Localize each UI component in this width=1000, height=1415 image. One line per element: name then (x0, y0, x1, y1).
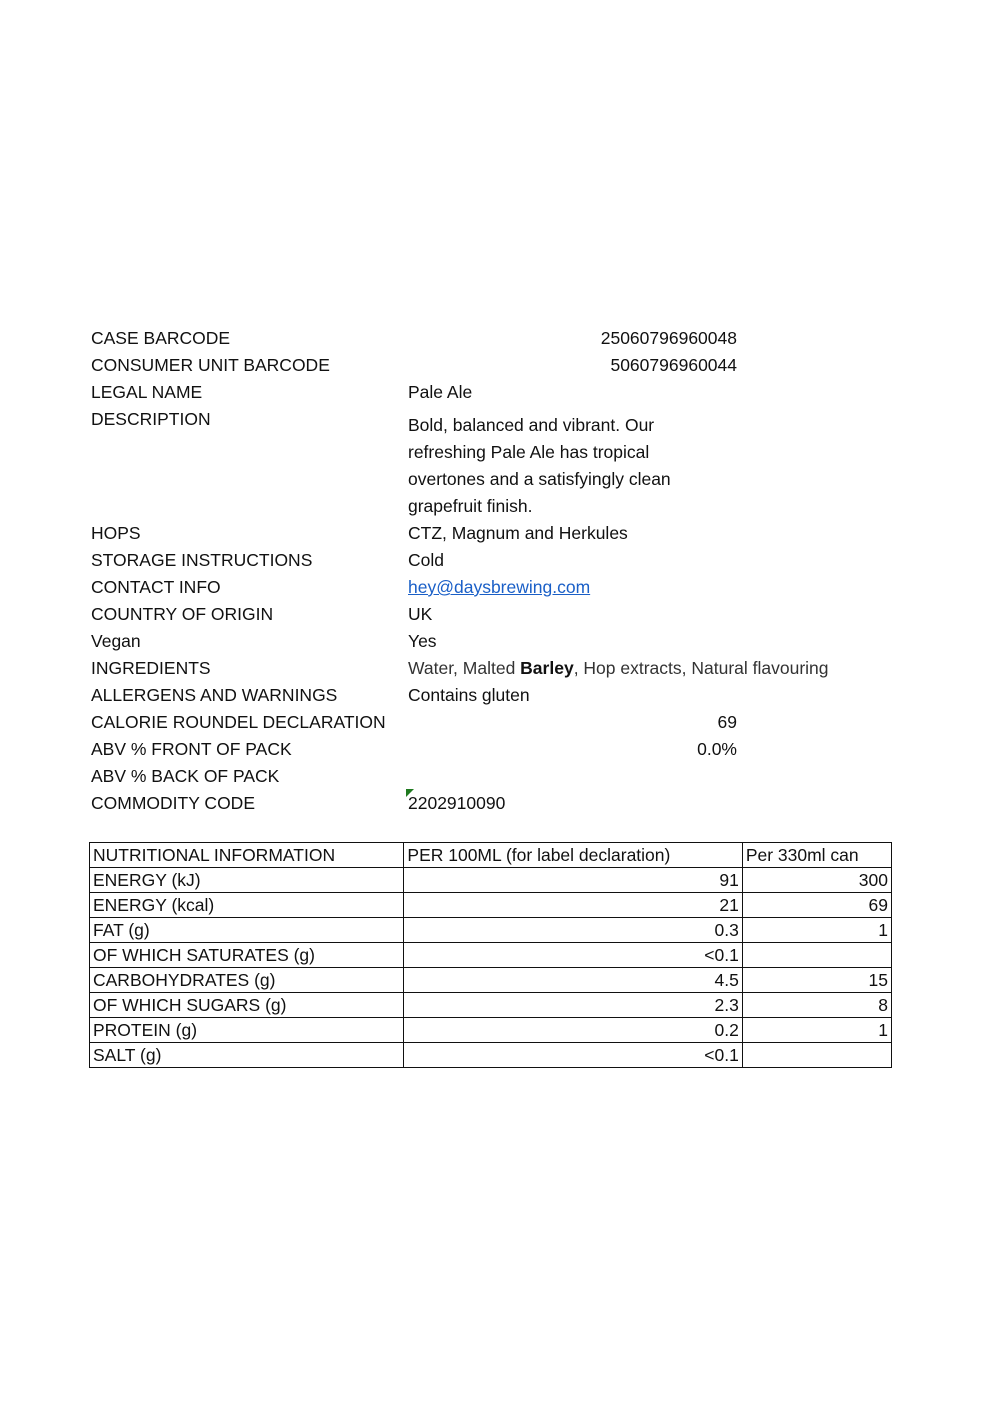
vegan-row (0, 628, 1000, 655)
storage-value: Cold (408, 550, 444, 570)
abv-front-row (0, 736, 1000, 763)
description-line: refreshing Pale Ale has tropical (408, 442, 650, 462)
abv-back-row (0, 763, 1000, 790)
hops-value: CTZ, Magnum and Herkules (408, 523, 628, 543)
origin-value: UK (408, 604, 433, 624)
allergens-row (0, 682, 1000, 709)
consumer-barcode-value: 5060796960044 (610, 355, 737, 375)
commodity-label: COMMODITY CODE (91, 793, 255, 813)
abv-back-label: ABV % BACK OF PACK (91, 766, 280, 786)
description-line: Bold, balanced and vibrant. Our (408, 415, 655, 435)
commodity-value: 2202910090 (408, 793, 506, 813)
nutrient-name: ENERGY (kcal) (90, 893, 404, 918)
table-row (90, 943, 892, 968)
legal-name-value: Pale Ale (408, 382, 473, 402)
per-can-header: Per 330ml can (742, 843, 891, 868)
origin-row (0, 601, 1000, 628)
case-barcode-row (0, 325, 1000, 352)
table-row (90, 993, 892, 1018)
hops-row (0, 520, 1000, 547)
nutrition-header: NUTRITIONAL INFORMATION (90, 843, 404, 868)
nutrient-name: SALT (g) (90, 1043, 404, 1068)
nutrition-header-row (90, 843, 892, 868)
per-can-value: 1 (742, 918, 891, 943)
vegan-value: Yes (408, 631, 437, 651)
nutrient-name: ENERGY (kJ) (90, 868, 404, 893)
storage-row (0, 547, 1000, 574)
hops-label: HOPS (91, 523, 141, 543)
calorie-value: 69 (717, 712, 737, 732)
abv-front-value: 0.0% (697, 739, 737, 759)
nutrient-name: OF WHICH SUGARS (g) (90, 993, 404, 1018)
table-row (90, 968, 892, 993)
ingredients-value (408, 655, 829, 682)
contact-row (0, 574, 1000, 601)
nutrition-table (89, 842, 892, 1068)
per-100ml-value: <0.1 (404, 943, 742, 968)
per-can-value: 1 (742, 1018, 891, 1043)
per-can-value (742, 943, 891, 968)
table-row (90, 868, 892, 893)
allergens-label: ALLERGENS AND WARNINGS (91, 685, 338, 705)
legal-name-label: LEGAL NAME (91, 382, 203, 402)
vegan-label: Vegan (91, 631, 141, 651)
per-can-value: 15 (742, 968, 891, 993)
per-can-value (742, 1043, 891, 1068)
per-100ml-value: 4.5 (404, 968, 742, 993)
ingredients-row (0, 655, 1000, 682)
consumer-barcode-row (0, 352, 1000, 379)
per-can-value: 69 (742, 893, 891, 918)
table-row (90, 1018, 892, 1043)
commodity-row (0, 790, 1000, 817)
contact-label: CONTACT INFO (91, 577, 221, 597)
per-100ml-value: 21 (404, 893, 742, 918)
description-label: DESCRIPTION (91, 409, 211, 429)
description-line: grapefruit finish. (408, 496, 533, 516)
nutrient-name: PROTEIN (g) (90, 1018, 404, 1043)
per-can-value: 300 (742, 868, 891, 893)
description-line: overtones and a satisfyingly clean (408, 469, 671, 489)
calorie-label: CALORIE ROUNDEL DECLARATION (91, 712, 386, 732)
description-text (408, 412, 708, 520)
origin-label: COUNTRY OF ORIGIN (91, 604, 274, 624)
per-100ml-value: 0.2 (404, 1018, 742, 1043)
cell-marker-icon (406, 789, 414, 797)
nutrient-name: FAT (g) (90, 918, 404, 943)
consumer-barcode-label: CONSUMER UNIT BARCODE (91, 355, 330, 375)
storage-label: STORAGE INSTRUCTIONS (91, 550, 313, 570)
per-can-value: 8 (742, 993, 891, 1018)
ingredients-text: Water, Malted (408, 658, 521, 678)
per-100ml-value: <0.1 (404, 1043, 742, 1068)
contact-email-link[interactable]: hey@daysbrewing.com (408, 577, 591, 597)
allergens-value: Contains gluten (408, 685, 530, 705)
ingredients-allergen: Barley (520, 658, 574, 678)
ingredients-text: , Hop extracts, Natural flavouring (573, 658, 829, 678)
case-barcode-label: CASE BARCODE (91, 328, 231, 348)
table-row (90, 918, 892, 943)
table-row (90, 893, 892, 918)
abv-front-label: ABV % FRONT OF PACK (91, 739, 292, 759)
legal-name-row (0, 379, 1000, 406)
nutrient-name: OF WHICH SATURATES (g) (90, 943, 404, 968)
case-barcode-value: 25060796960048 (600, 328, 737, 348)
per-100ml-header: PER 100ML (for label declaration) (404, 843, 742, 868)
ingredients-label: INGREDIENTS (91, 658, 211, 678)
per-100ml-value: 2.3 (404, 993, 742, 1018)
per-100ml-value: 91 (404, 868, 742, 893)
per-100ml-value: 0.3 (404, 918, 742, 943)
table-row (90, 1043, 892, 1068)
nutrient-name: CARBOHYDRATES (g) (90, 968, 404, 993)
calorie-row (0, 709, 1000, 736)
